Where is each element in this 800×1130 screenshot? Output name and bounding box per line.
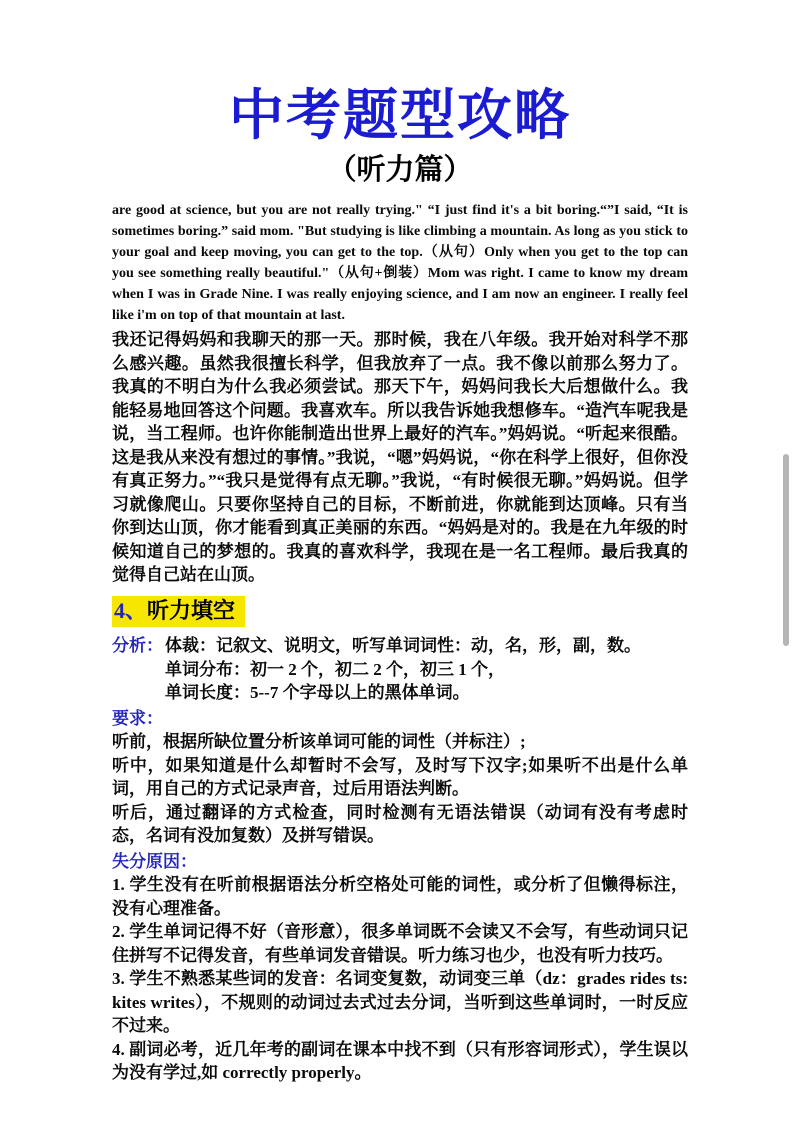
analysis-section: [112, 634, 688, 705]
document-body: [112, 200, 688, 1085]
loss-reason-item: 2. 学生单词记得不好（音形意），很多单词既不会读又不会写，有些动词只记住拼写不记得发音，有些单词发音错误。听力练习也少，也没有听力技巧。: [112, 922, 688, 965]
loss-reasons-section: [112, 850, 688, 1085]
requirement-item: 听中，如果知道是什么却暂时不会写，及时写下汉字;如果听不出是什么单词，用自己的方式记录声音，过后用语法判断。: [112, 755, 688, 799]
requirement-item: 听前，根据所缺位置分析该单词可能的词性（并标注）;: [112, 732, 526, 752]
loss-reason-item: 4. 副词必考，近几年考的副词在课本中找不到（只有形容词形式），学生误以为没有学过,如 correctly properly。: [112, 1039, 688, 1083]
loss-reasons-label: 失分原因：: [112, 851, 197, 871]
loss-reason-item: 1. 学生没有在听前根据语法分析空格处可能的词性，或分析了但懒得标注，没有心理准备。: [112, 875, 688, 918]
analysis-line: 单词分布：初一 2 个，初二 2 个，初三 1 个，: [165, 659, 505, 679]
analysis-line: 体裁：记叙文、说明文，听写单词词性：动，名，形，副，数。: [165, 636, 641, 656]
page-subtitle: （听力篇）: [327, 154, 473, 187]
page-title: 中考题型攻略: [228, 85, 571, 146]
english-paragraph: are good at science, but you are not really trying." “I just find it's a bit boring.“”I said, “It is sometimes boring.” said mom. "But studying is like climbing a mountain. As long as you stick to your goal and keep moving, you can get to the top.（从句）Only when you get to the top can you see something really beautiful."（从句+倒装）Mom was right. I came to know my dream when I was in Grade Nine. I was really enjoying science, and I am now an engineer. I really feel like i'm on top of that mountain at last.: [112, 203, 688, 324]
document-page: [0, 84, 800, 1130]
analysis-label: 分析：: [112, 636, 163, 656]
scrollbar[interactable]: [783, 454, 789, 646]
requirement-item: 听后，通过翻译的方式检查，同时检测有无语法错误（动词有没有考虑时态，名词有没加复数）及拼写错误。: [112, 802, 688, 846]
section-heading-title: 听力填空: [147, 597, 236, 623]
requirements-label: 要求：: [112, 708, 163, 728]
section-heading: [112, 596, 245, 628]
analysis-line: 单词长度：5--7 个字母以上的黑体单词。: [165, 683, 470, 703]
section-heading-number: 4、: [114, 597, 148, 623]
analysis-content: [165, 634, 688, 705]
loss-reason-item: 3. 学生不熟悉某些词的发音：名词变复数，动词变三单（dz：grades rides ts: kites writes），不规则的动词过去式过去分词，当听到这些单词时，一时反应不过来。: [112, 969, 688, 1036]
requirements-section: [112, 707, 688, 848]
chinese-translation-paragraph: 我还记得妈妈和我聊天的那一天。那时候，我在八年级。我开始对科学不那么感兴趣。虽然我很擅长科学，但我放弃了一点。我不像以前那么努力了。我真的不明白为什么我必须尝试。那天下午，妈妈问我长大后想做什么。我能轻易地回答这个问题。我喜欢车。所以我告诉她我想修车。“造汽车呢我是说，当工程师。也许你能制造出世界上最好的汽车。”妈妈说。“听起来很酷。这是我从来没有想过的事情。”我说，“嗯”妈妈说，“你在科学上很好，但你没有真正努力。”“我只是觉得有点无聊。”我说，“有时候很无聊。”妈妈说。但学习就像爬山。只要你坚持自己的目标，不断前进，你就能到达顶峰。只有当你到达山顶，你才能看到真正美丽的东西。“妈妈是对的。我是在九年级的时候知道自己的梦想的。我真的喜欢科学，我现在是一名工程师。最后我真的觉得自己站在山顶。: [112, 330, 688, 585]
